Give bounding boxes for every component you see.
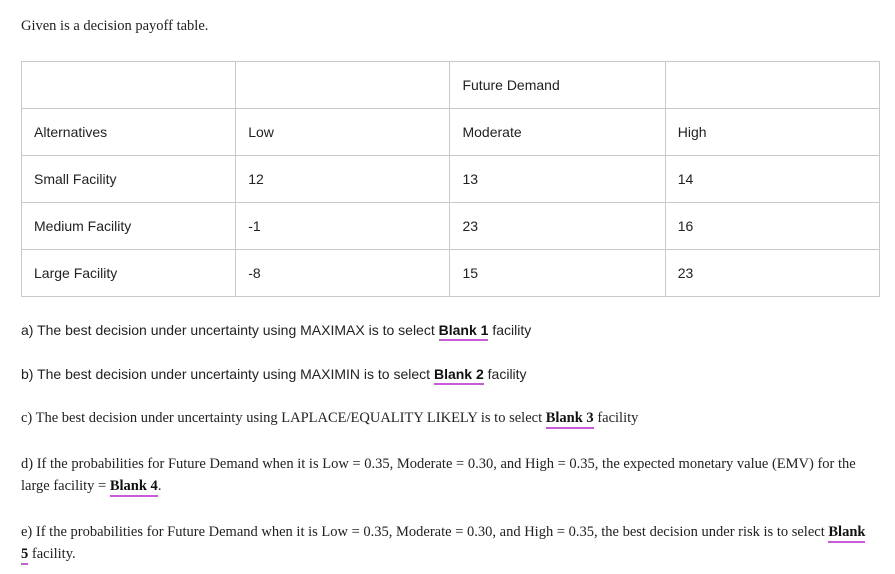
blank-1-field[interactable]: Blank 1 (439, 322, 489, 341)
blank-5-field[interactable]: Blank 5 (21, 524, 865, 565)
question-e-suffix: facility. (28, 546, 76, 562)
table-row (22, 250, 880, 297)
blank-4-field[interactable]: Blank 4 (110, 478, 158, 497)
table-cell: -1 (236, 203, 450, 250)
table-cell (22, 62, 236, 109)
table-cell: 16 (665, 203, 879, 250)
table-cell-alternative: Small Facility (22, 156, 236, 203)
question-a-suffix: facility (488, 322, 532, 338)
table-cell: 15 (450, 250, 665, 297)
table-row-header-group (22, 62, 880, 109)
question-d-text: d) If the probabilities for Future Demand when it is Low = 0.35, Moderate = 0.30, and High = 0.35, the expected monetary value (EMV) for the large facility = (21, 456, 856, 494)
table-cell-alternative: Medium Facility (22, 203, 236, 250)
payoff-table (21, 61, 880, 297)
question-a (21, 319, 874, 341)
table-cell-future-demand: Future Demand (450, 62, 665, 109)
question-e-text: e) If the probabilities for Future Demand when it is Low = 0.35, Moderate = 0.30, and High = 0.35, the best decision under risk is to select (21, 524, 829, 540)
table-row-header (22, 109, 880, 156)
question-c-text: c) The best decision under uncertainty using LAPLACE/EQUALITY LIKELY is to select (21, 410, 546, 426)
table-cell (665, 62, 879, 109)
question-a-text: a) The best decision under uncertainty using MAXIMAX is to select (21, 322, 439, 338)
table-cell-alternative: Large Facility (22, 250, 236, 297)
question-d (21, 453, 874, 497)
table-header-high: High (665, 109, 879, 156)
table-cell: 12 (236, 156, 450, 203)
question-b-suffix: facility (483, 366, 527, 382)
blank-3-field[interactable]: Blank 3 (546, 410, 594, 429)
table-row (22, 156, 880, 203)
table-cell: 13 (450, 156, 665, 203)
table-cell: 14 (665, 156, 879, 203)
question-b (21, 363, 874, 385)
question-c-suffix: facility (593, 410, 639, 426)
intro-text: Given is a decision payoff table. (21, 18, 209, 34)
table-header-low: Low (236, 109, 450, 156)
table-cell: 23 (665, 250, 879, 297)
table-cell (236, 62, 450, 109)
table-cell: -8 (236, 250, 450, 297)
table-row (22, 203, 880, 250)
question-d-suffix: . (157, 478, 162, 494)
blank-2-field[interactable]: Blank 2 (434, 366, 484, 385)
question-b-text: b) The best decision under uncertainty using MAXIMIN is to select (21, 366, 434, 382)
table-header-alternatives: Alternatives (22, 109, 236, 156)
question-c (21, 407, 874, 429)
table-cell: 23 (450, 203, 665, 250)
table-header-moderate: Moderate (450, 109, 665, 156)
question-e (21, 521, 874, 565)
